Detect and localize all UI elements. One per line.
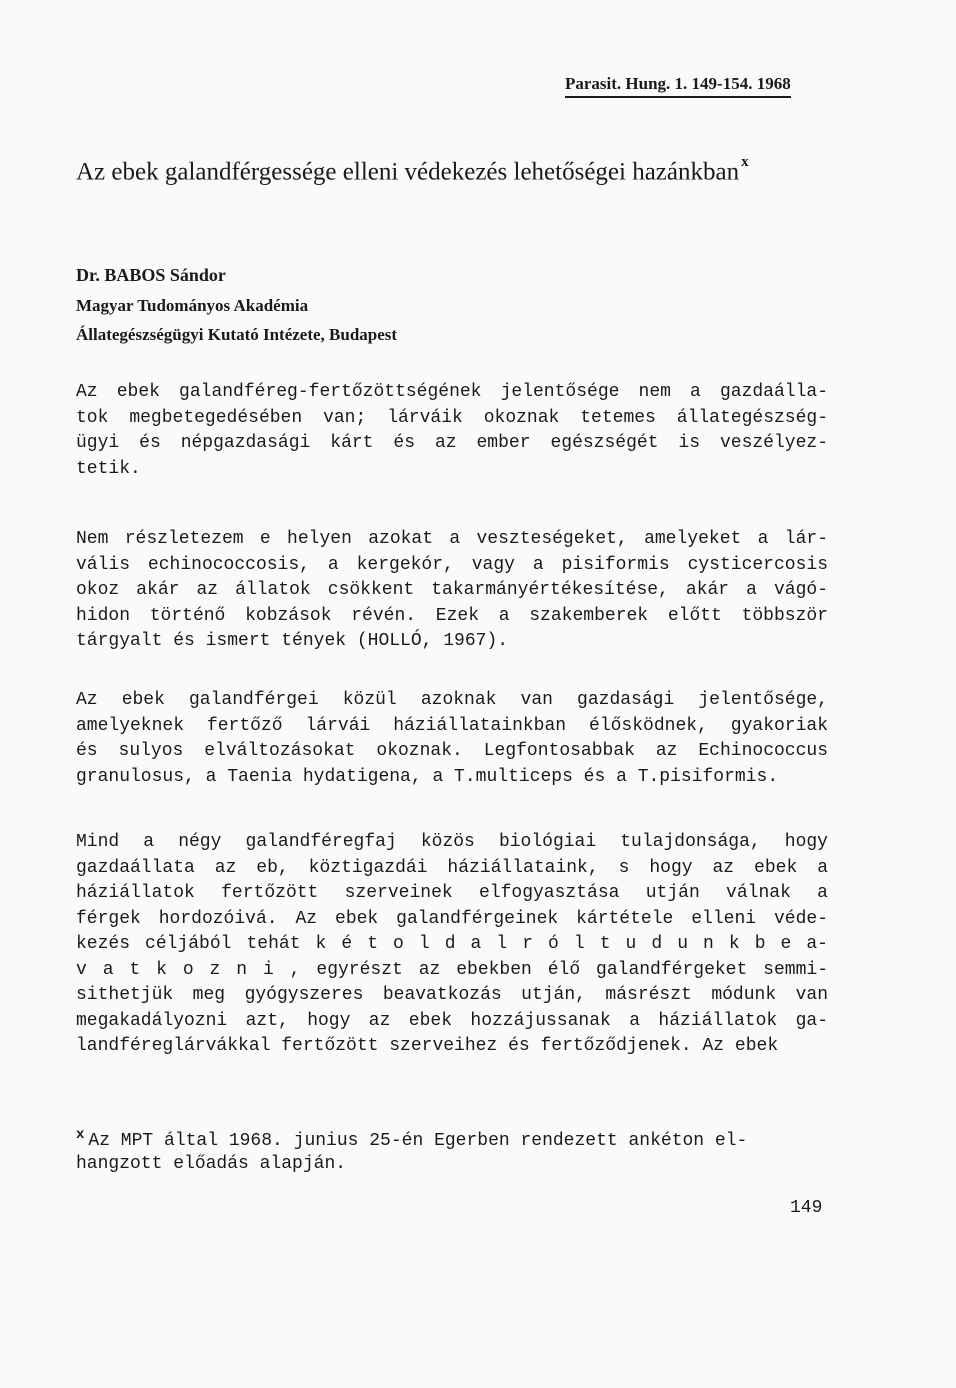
footnote (76, 1124, 828, 1176)
footnote-line-1 (76, 1124, 828, 1153)
paragraph-line: okoz akár az állatok csökkent takarmányértékesítése, akár a vágó- (76, 580, 828, 600)
paragraph-line: Mind a négy galandféregfaj közös biológiai tulajdonsága, hogy (76, 832, 828, 852)
paragraph-line: és sulyos elváltozásokat okoznak. Legfontosabbak az Echinococcus (76, 741, 828, 761)
paragraph-line: megakadályozni azt, hogy az ebek hozzájussanak a háziállatok ga- (76, 1010, 828, 1031)
footnote-line-2: hangzott előadás alapján. (76, 1154, 347, 1174)
paragraph-line: granulosus, a Taenia hydatigena, a T.multiceps és a T.pisiformis. (76, 766, 779, 787)
paragraph-2 (76, 527, 828, 655)
affiliation-line-1: Magyar Tudományos Akadémia (76, 296, 309, 315)
article-title-text: Az ebek galandférgessége elleni védekezés lehetőségei hazánkban (76, 158, 740, 186)
paragraph-3 (76, 688, 828, 790)
paragraph-1 (76, 380, 828, 482)
paragraph-line: férgek hordozóivá. Az ebek galandférgeinek kártétele elleni véde- (76, 908, 828, 929)
paragraph-line: Az ebek galandféreg-fertőzöttségének jelentősége nem a gazdaálla- (76, 382, 828, 402)
paragraph-line: tetik. (76, 458, 141, 479)
journal-reference: Parasit. Hung. 1. 149-154. 1968 (565, 74, 791, 98)
paragraph-line: vális echinococcosis, a kergekór, vagy a pisiformis cysticercosis (76, 554, 828, 575)
footnote-text-1: Az MPT által 1968. junius 25-én Egerben rendezett ankéton el- (88, 1131, 748, 1151)
paragraph-line: hidon történő kobzások révén. Ezek a szakemberek előtt többször (76, 605, 828, 626)
paragraph-line: gazdaállata az eb, köztigazdái háziállataink, s hogy az ebek a (76, 857, 828, 878)
paragraph-line: landféreglárvákkal fertőzött szerveihez és fertőződjenek. Az ebek (76, 1036, 779, 1056)
paragraph-line: Nem részletezem e helyen azokat a veszteségeket, amelyeket a lár- (76, 529, 828, 549)
paragraph-line: v a t k o z n i , egyrészt az ebekben élő galandférgeket semmi- (76, 959, 828, 980)
page-number: 149 (790, 1198, 823, 1218)
paragraph-line: tok megbetegedésében van; lárváik okoznak tetemes állategészség- (76, 407, 828, 428)
paragraph-line: Az ebek galandférgei közül azoknak van gazdasági jelentősége, (76, 690, 828, 710)
paragraph-line: sithetjük meg gyógyszeres beavatkozás utján, másrészt módunk van (76, 985, 828, 1005)
author-name: Dr. BABOS Sándor (76, 265, 226, 285)
title-footnote-mark: x (741, 154, 749, 170)
paragraph-line: kezés céljából tehát k é t o l d a l r ó l t u d u n k b e a- (76, 934, 828, 954)
paragraph-line: tárgyalt és ismert tények (HOLLÓ, 1967). (76, 631, 509, 651)
article-title (76, 154, 749, 186)
paragraph-line: ügyi és népgazdasági kárt és az ember egészségét is veszélyez- (76, 433, 828, 453)
paragraph-line: háziállatok fertőzött szerveinek elfogyasztása utján válnak a (76, 883, 828, 903)
paragraph-line: amelyeknek fertőző lárvái háziállatainkban élősködnek, gyakoriak (76, 715, 828, 736)
paragraph-4 (76, 830, 828, 1060)
footnote-mark: x (76, 1127, 85, 1143)
affiliation-line-2: Állategészségügyi Kutató Intézete, Budapest (76, 325, 398, 344)
